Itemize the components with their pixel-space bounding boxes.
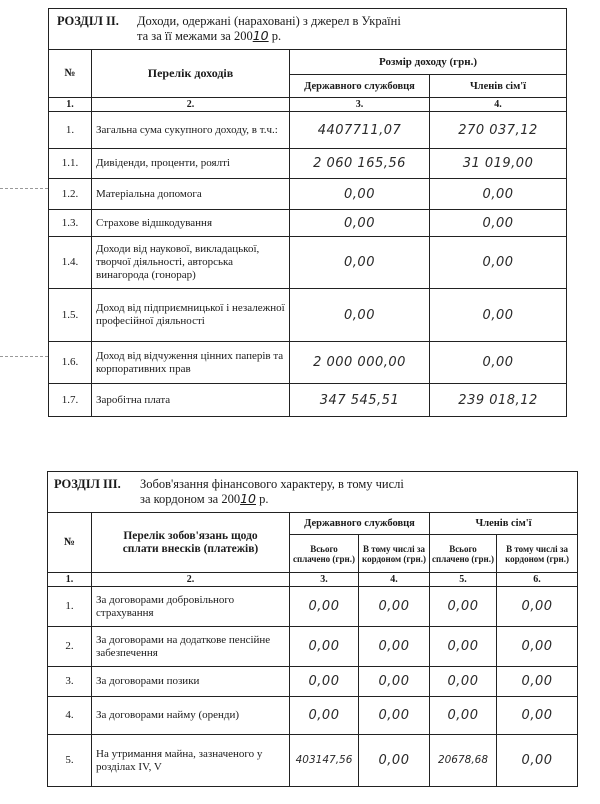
- header-obligation-list: Перелік зобов'язань щодо сплати внесків (платежів): [92, 513, 290, 573]
- section3-table: [47, 471, 578, 787]
- table-row: 1.5. Доход від підприємницької і незалежної професійної діяльності 0,00 0,00: [49, 289, 567, 342]
- table-row: 2. За договорами на додаткове пенсійне забезпечення 0,00 0,00 0,00 0,00: [48, 627, 578, 667]
- table-row: 1. За договорами добровільного страхування 0,00 0,00 0,00 0,00: [48, 587, 578, 627]
- header-num: №: [48, 513, 92, 573]
- civil-servant-value: 0,00: [290, 210, 430, 237]
- table-row: 4. За договорами найму (оренди) 0,00 0,00 0,00 0,00: [48, 697, 578, 735]
- civil-servant-value: 2 060 165,56: [290, 149, 430, 179]
- table-row: 1.4. Доходи від наукової, викладацької, творчої діяльності, авторська винагорода (гонорар) 0,00 0,00: [49, 237, 567, 289]
- section2-year: 10: [252, 27, 269, 43]
- family-value: 239 018,12: [430, 384, 567, 417]
- header-fam-total-paid: Всього сплачено (грн.): [430, 535, 497, 573]
- table-row: 1.6. Доход від відчуження цінних паперів та корпоративних прав 2 000 000,00 0,00: [49, 342, 567, 384]
- table-row: 1.2. Матеріальна допомога 0,00 0,00: [49, 179, 567, 210]
- family-value: 0,00: [430, 210, 567, 237]
- family-value: 0,00: [430, 289, 567, 342]
- section3-year: 10: [240, 490, 256, 506]
- civil-servant-value: 2 000 000,00: [290, 342, 430, 384]
- section3-header: [48, 472, 578, 513]
- civil-servant-value: 0,00: [290, 237, 430, 289]
- header-civil-servant: Державного службовця: [290, 75, 430, 98]
- table-row: 5. На утримання майна, зазначеного у розділах IV, V 403147,56 0,00 20678,68 0,00: [48, 735, 578, 787]
- section2-table: [48, 8, 567, 417]
- civil-servant-value: 347 545,51: [290, 384, 430, 417]
- table-row: 1.3. Страхове відшкодування 0,00 0,00: [49, 210, 567, 237]
- header-fam-incl-abroad: В тому числі за кордоном (грн.): [497, 535, 578, 573]
- family-value: 0,00: [430, 179, 567, 210]
- civil-servant-value: 0,00: [290, 179, 430, 210]
- table-row: 1.7. Заробітна плата 347 545,51 239 018,12: [49, 384, 567, 417]
- header-civil-servant: Державного службовця: [290, 513, 430, 535]
- header-income-list: Перелік доходів: [92, 50, 290, 98]
- family-value: 0,00: [430, 237, 567, 289]
- table-row: 1.1. Дивіденди, проценти, роялті 2 060 165,56 31 019,00: [49, 149, 567, 179]
- section3-title-line1: Зобов'язання фінансового характеру, в тому числі: [140, 476, 404, 491]
- header-family: Членів сім'ї: [430, 75, 567, 98]
- civil-servant-value: 0,00: [290, 289, 430, 342]
- header-cs-incl-abroad: В тому числі за кордоном (грн.): [359, 535, 430, 573]
- civil-servant-value: 4407711,07: [290, 112, 430, 149]
- column-numbers-row: 1. 2. 3. 4. 5. 6.: [48, 573, 578, 587]
- scan-artifact-line: [0, 188, 48, 189]
- section2-title-line1: Доходи, одержані (нараховані) з джерел в Україні: [137, 13, 401, 28]
- table-row: 1. Загальна сума сукупного доходу, в т.ч.: 4407711,07 270 037,12: [49, 112, 567, 149]
- header-cs-total-paid: Всього сплачено (грн.): [290, 535, 359, 573]
- table-row: 3. За договорами позики 0,00 0,00 0,00 0,00: [48, 667, 578, 697]
- section2-header: [49, 9, 567, 50]
- family-value: 270 037,12: [430, 112, 567, 149]
- family-value: 0,00: [430, 342, 567, 384]
- header-num: №: [49, 50, 92, 98]
- scan-artifact-line: [0, 356, 48, 357]
- section3-title-line2: за кордоном за 20010 р.: [140, 490, 269, 506]
- section3-label: РОЗДІЛ ІІІ.: [54, 476, 121, 491]
- column-numbers-row: 1. 2. 3. 4.: [49, 98, 567, 112]
- family-value: 31 019,00: [430, 149, 567, 179]
- section2-label: РОЗДІЛ ІІ.: [57, 13, 119, 28]
- header-income-amount: Розмір доходу (грн.): [290, 50, 567, 75]
- section2-title-line2: та за її межами за 20010 р.: [137, 27, 282, 43]
- header-family: Членів сім'ї: [430, 513, 578, 535]
